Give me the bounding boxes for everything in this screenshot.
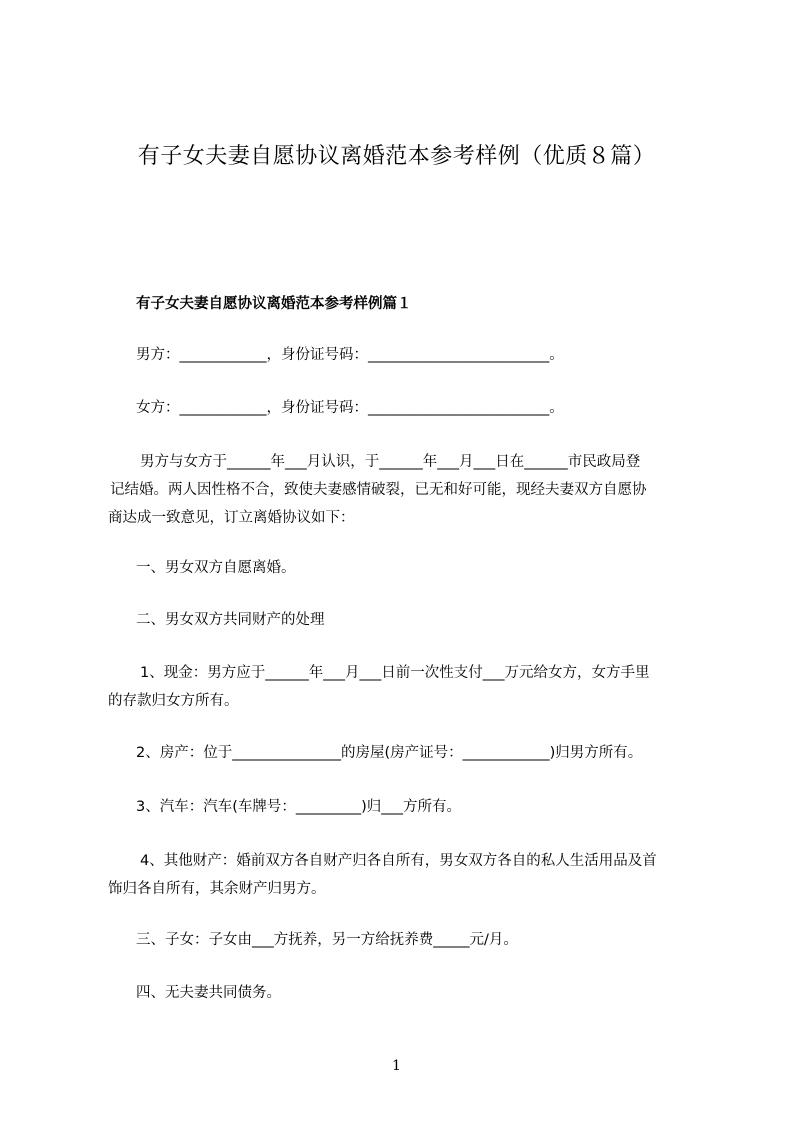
intro-line-1: 男方与女方于______年___月认识，于______年___月___日在______市民政局登 xyxy=(140,454,641,470)
item-4-line-2: 饰归各自所有，其余财产归男方。 xyxy=(108,881,326,897)
clause-2: 二、男女双方共同财产的处理 xyxy=(136,612,325,628)
wife-info-line: 女方：____________，身份证号码：_________________________。 xyxy=(136,400,564,416)
section-heading: 有子女夫妻自愿协议离婚范本参考样例篇１ xyxy=(136,296,412,312)
intro-paragraph xyxy=(108,448,688,532)
clause-3: 三、子女：子女由___方抚养，另一方给抚养费_____元/月。 xyxy=(136,932,518,948)
item-4-paragraph xyxy=(108,847,688,903)
page-number: 1 xyxy=(392,1058,401,1074)
item-3: 3、汽车：汽车(车牌号：_________)归___方所有。 xyxy=(136,799,462,815)
document-title: 有子女夫妻自愿协议离婚范本参考样例（优质８篇） xyxy=(137,144,656,169)
item-2: 2、房产：位于_______________的房屋(房产证号：____________)归男方所有。 xyxy=(136,745,643,761)
husband-info-line: 男方：____________，身份证号码：_________________________。 xyxy=(136,347,564,363)
item-1-line-2: 的存款归女方所有。 xyxy=(108,693,239,709)
intro-line-2: 记结婚。两人因性格不合，致使夫妻感情破裂，已无和好可能，现经夫妻双方自愿协 xyxy=(110,482,647,498)
clause-1: 一、男女双方自愿离婚。 xyxy=(136,560,296,576)
item-1-line-1: 1、现金：男方应于______年___月___日前一次性支付___万元给女方，女方手里 xyxy=(140,665,650,681)
item-4-line-1: 4、其他财产：婚前双方各自财产归各自所有，男女双方各自的私人生活用品及首 xyxy=(140,853,657,869)
clause-4: 四、无夫妻共同债务。 xyxy=(136,985,281,1001)
item-1-paragraph xyxy=(108,659,688,715)
intro-line-3: 商达成一致意见，订立离婚协议如下： xyxy=(108,510,355,526)
